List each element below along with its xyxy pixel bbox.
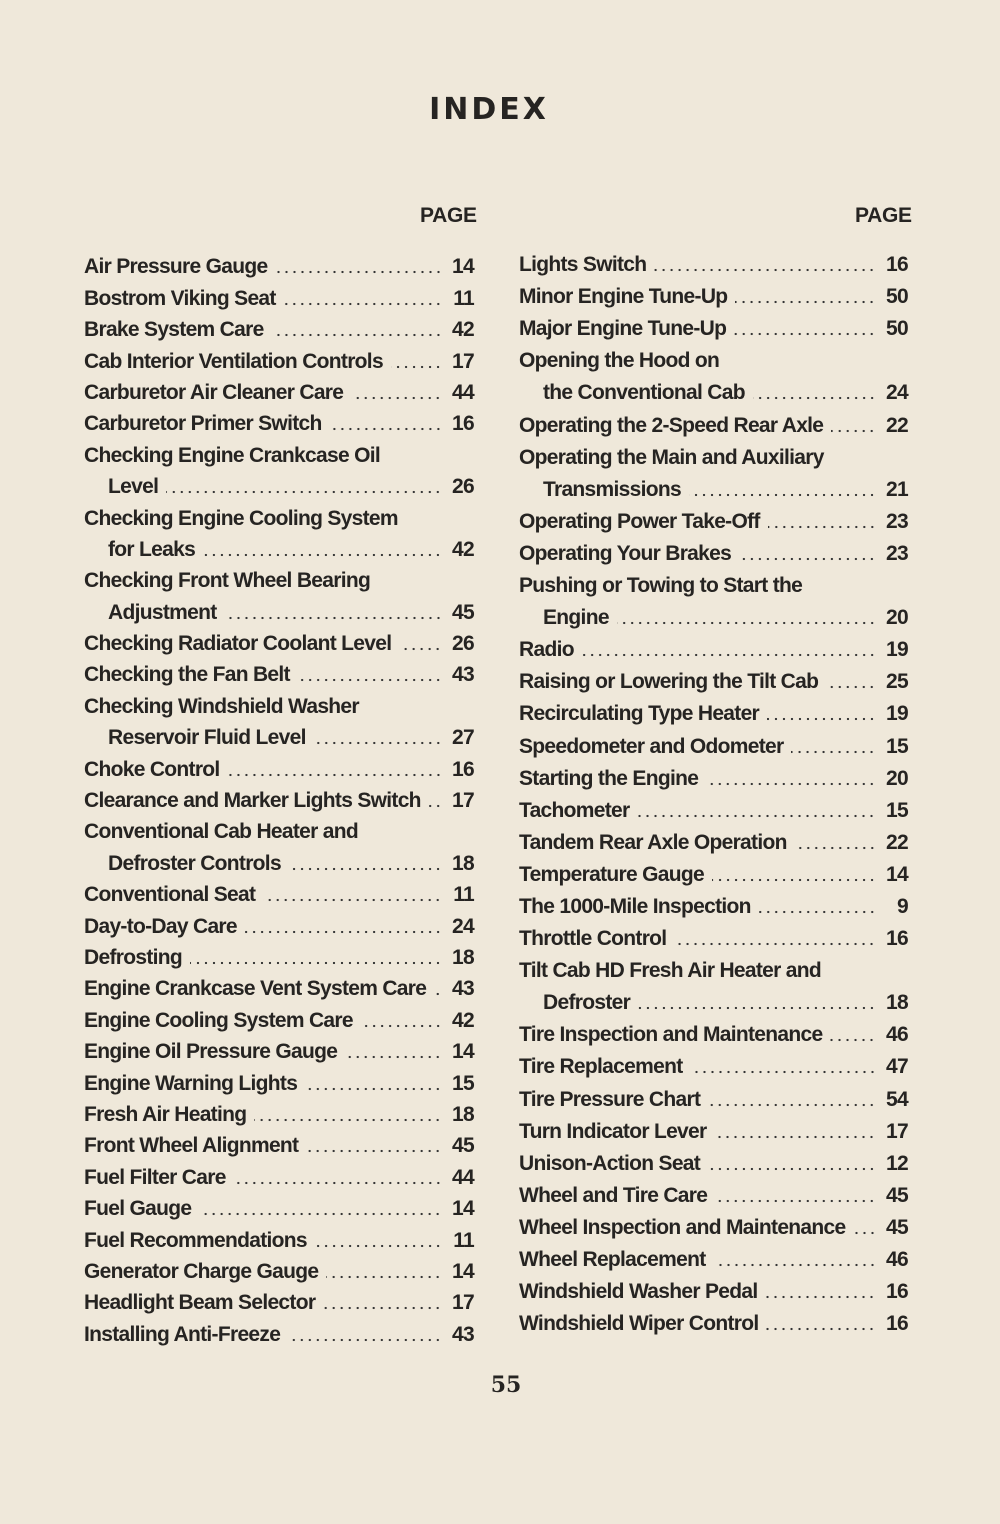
dot-leader — [765, 1295, 876, 1299]
index-entry-text: Checking Windshield Washer — [84, 694, 359, 718]
index-entry-text: Opening the Hood on — [519, 349, 720, 373]
dot-leader — [759, 910, 876, 914]
index-entry-text: Air Pressure Gauge — [84, 255, 268, 279]
index-entry-text: Bostrom Viking Seat — [84, 286, 276, 310]
index-entry-page: 43 — [452, 1322, 474, 1346]
index-entry — [84, 1158, 474, 1189]
index-entry — [519, 759, 908, 791]
index-entry-text: Brake System Care — [84, 318, 264, 342]
dot-leader — [391, 365, 442, 369]
index-entry-text: Adjustment — [108, 600, 217, 624]
index-entry-text: Throttle Control — [519, 927, 667, 951]
index-entry — [84, 1064, 474, 1095]
index-entry — [519, 694, 908, 726]
dot-leader — [228, 773, 442, 777]
index-entry-text: Turn Indicator Lever — [519, 1119, 707, 1143]
index-entry-text: Defroster — [543, 991, 631, 1015]
index-entry-text: Choke Control — [84, 757, 220, 781]
index-entry-page: 43 — [452, 977, 474, 1001]
index-entry — [519, 1079, 908, 1111]
dot-leader — [272, 333, 442, 337]
index-entry-page: 14 — [886, 862, 908, 886]
page-number: 55 — [490, 1372, 522, 1398]
index-entry-page: 16 — [886, 253, 908, 277]
index-entry-page: 16 — [452, 757, 474, 781]
dot-leader — [289, 867, 442, 871]
dot-leader — [739, 557, 876, 561]
index-entry-page: 42 — [452, 318, 474, 342]
index-column-left — [84, 248, 474, 1347]
index-entry — [519, 534, 908, 566]
dot-leader — [617, 621, 876, 625]
index-entry — [519, 341, 908, 405]
index-entry-text: Raising or Lowering the Tilt Cab — [519, 670, 819, 694]
index-entry — [519, 438, 908, 502]
dot-leader — [766, 1327, 876, 1331]
index-entry-page: 46 — [886, 1023, 908, 1047]
index-entry-text: Checking Radiator Coolant Level — [84, 632, 392, 656]
index-entry-text: Temperature Gauge — [519, 862, 704, 886]
index-entry-page: 18 — [452, 945, 474, 969]
dot-leader — [708, 1167, 876, 1171]
index-entry — [84, 1315, 474, 1346]
dot-leader — [323, 1306, 442, 1310]
index-entry-page: 17 — [452, 789, 474, 813]
index-entry-page: 20 — [886, 606, 908, 630]
index-entry-page: 24 — [886, 381, 908, 405]
index-entry-text: Starting the Engine — [519, 766, 699, 790]
index-entry — [84, 1001, 474, 1032]
index-entry-text: Engine Crankcase Vent System Care — [84, 977, 427, 1001]
dot-leader — [689, 493, 876, 497]
dot-leader — [203, 553, 442, 557]
index-entry-text: Headlight Beam Selector — [84, 1291, 316, 1315]
index-column-right — [519, 245, 908, 1336]
index-entry — [84, 1127, 474, 1158]
index-entry-page: 21 — [886, 477, 908, 501]
dot-leader — [234, 1181, 442, 1185]
dot-leader — [854, 1231, 877, 1235]
page-title: INDEX — [429, 92, 549, 127]
index-entry — [519, 662, 908, 694]
index-entry-page: 18 — [886, 991, 908, 1015]
index-entry-text: Conventional Cab Heater and — [84, 820, 358, 844]
dot-leader — [434, 992, 442, 996]
index-entry-page: 17 — [452, 349, 474, 373]
dot-leader — [326, 1275, 442, 1279]
index-entry-page: 25 — [886, 670, 908, 694]
index-entry-text: Unison-Action Seat — [519, 1151, 701, 1175]
index-entry-text: Generator Charge Gauge — [84, 1259, 319, 1283]
dot-leader — [245, 930, 442, 934]
dot-leader — [351, 396, 442, 400]
index-entry-text: Operating the 2-Speed Rear Axle — [519, 413, 824, 437]
index-entry-text: Carburetor Air Cleaner Care — [84, 380, 344, 404]
index-entry — [519, 630, 908, 662]
dot-leader — [582, 653, 876, 657]
index-entry-page: 16 — [886, 1312, 908, 1336]
index-entry-page: 14 — [452, 1259, 474, 1283]
index-entry-page: 20 — [886, 766, 908, 790]
index-entry — [84, 1033, 474, 1064]
index-entry-text: Engine — [543, 606, 609, 630]
index-entry — [519, 1176, 908, 1208]
dot-leader — [305, 1087, 442, 1091]
dot-leader — [284, 302, 442, 306]
index-entry-text: Windshield Washer Pedal — [519, 1280, 758, 1304]
dot-leader — [315, 1244, 442, 1248]
dot-leader — [735, 300, 876, 304]
index-entry-text: Pushing or Towing to Start the — [519, 574, 803, 598]
index-entry — [519, 1304, 908, 1336]
index-entry — [519, 919, 908, 951]
index-entry-text: Radio — [519, 638, 574, 662]
index-entry-page: 44 — [452, 1165, 474, 1189]
index-entry-page: 24 — [452, 914, 474, 938]
index-entry — [84, 342, 474, 373]
index-entry-text: Operating the Main and Auxiliary — [519, 445, 824, 469]
dot-leader — [314, 741, 442, 745]
dot-leader — [306, 1149, 442, 1153]
index-entry-page: 14 — [452, 255, 474, 279]
index-entry — [84, 1284, 474, 1315]
index-entry — [519, 502, 908, 534]
index-entry-text: Level — [108, 475, 159, 499]
index-entry-page: 16 — [886, 927, 908, 951]
index-entry-text: The 1000-Mile Inspection — [519, 894, 751, 918]
index-entry — [519, 277, 908, 309]
index-entry-page: 22 — [886, 413, 908, 437]
index-entry-page: 26 — [452, 632, 474, 656]
index-entry-page: 45 — [886, 1183, 908, 1207]
index-entry — [84, 625, 474, 656]
index-entry — [519, 566, 908, 630]
index-entry-text: Tachometer — [519, 798, 630, 822]
index-entry — [84, 248, 474, 279]
index-entry-page: 19 — [886, 638, 908, 662]
index-entry — [84, 499, 474, 562]
index-entry-text: Recirculating Type Heater — [519, 702, 760, 726]
index-entry-page: 50 — [886, 317, 908, 341]
index-entry — [519, 1047, 908, 1079]
index-entry-text: Defrosting — [84, 945, 183, 969]
index-entry-page: 15 — [886, 798, 908, 822]
index-entry — [519, 791, 908, 823]
index-entry — [84, 1253, 474, 1284]
index-entry-text: Operating Your Brakes — [519, 541, 732, 565]
index-entry-page: 42 — [452, 1008, 474, 1032]
index-entry-page: 22 — [886, 830, 908, 854]
index-entry-page: 18 — [452, 851, 474, 875]
dot-leader — [166, 490, 442, 494]
index-entry-page: 50 — [886, 285, 908, 309]
dot-leader — [714, 1263, 877, 1267]
dot-leader — [826, 685, 876, 689]
index-entry-text: Tilt Cab HD Fresh Air Heater and — [519, 959, 822, 983]
index-entry-text: Wheel Inspection and Maintenance — [519, 1215, 846, 1239]
dot-leader — [830, 1038, 876, 1042]
index-entry-text: Checking Engine Crankcase Oil — [84, 443, 380, 467]
index-entry-page: 18 — [452, 1102, 474, 1126]
dot-leader — [276, 270, 443, 274]
index-entry — [84, 311, 474, 342]
index-entry-page: 23 — [886, 541, 908, 565]
index-entry-page: 43 — [452, 663, 474, 687]
index-entry — [519, 1208, 908, 1240]
index-entry-page: 16 — [886, 1280, 908, 1304]
index-entry-page: 15 — [452, 1071, 474, 1095]
index-entry-page: 11 — [453, 883, 474, 907]
index-entry — [84, 1096, 474, 1127]
index-entry — [84, 939, 474, 970]
index-entry-text: Lights Switch — [519, 253, 647, 277]
index-entry-text: the Conventional Cab — [543, 381, 745, 405]
index-entry-page: 45 — [886, 1215, 908, 1239]
index-entry-text: Major Engine Tune-Up — [519, 317, 727, 341]
dot-leader — [345, 1055, 442, 1059]
index-entry-page: 54 — [886, 1087, 908, 1111]
dot-leader — [654, 268, 876, 272]
index-entry — [84, 813, 474, 876]
index-entry-page: 19 — [886, 702, 908, 726]
index-entry — [84, 1221, 474, 1252]
index-entry-text: Wheel Replacement — [519, 1248, 706, 1271]
index-entry — [84, 374, 474, 405]
dot-leader — [706, 782, 876, 786]
dot-leader — [254, 1118, 442, 1122]
index-entry — [519, 823, 908, 855]
index-entry-text: Tire Inspection and Maintenance — [519, 1023, 823, 1047]
index-entry-text: Checking the Fan Belt — [84, 663, 290, 687]
index-entry — [519, 1112, 908, 1144]
dot-leader — [768, 525, 876, 529]
index-entry-page: 11 — [453, 286, 474, 310]
index-entry — [519, 1240, 908, 1272]
index-entry-text: Checking Engine Cooling System — [84, 506, 398, 530]
index-entry — [519, 245, 908, 277]
index-entry-text: Clearance and Marker Lights Switch — [84, 789, 421, 813]
page-column-header-left: PAGE — [420, 204, 477, 227]
index-entry-text: Cab Interior Ventilation Controls — [84, 349, 383, 373]
index-entry — [519, 405, 908, 437]
index-entry-page: 44 — [452, 380, 474, 404]
dot-leader — [288, 1338, 442, 1342]
index-entry — [84, 876, 474, 907]
dot-leader — [691, 1070, 877, 1074]
index-entry-text: Tandem Rear Axle Operation — [519, 830, 787, 854]
index-entry — [84, 656, 474, 687]
index-entry — [84, 782, 474, 813]
index-entry-text: Fuel Filter Care — [84, 1165, 226, 1189]
index-entry-page: 27 — [452, 726, 474, 750]
index-entry-text: Defroster Controls — [108, 851, 281, 875]
dot-leader — [708, 1103, 876, 1107]
index-entry — [84, 970, 474, 1001]
dot-leader — [734, 332, 876, 336]
dot-leader — [712, 878, 876, 882]
dot-leader — [795, 846, 876, 850]
index-entry-text: Day-to-Day Care — [84, 914, 237, 938]
index-entry-page: 9 — [897, 894, 908, 918]
index-entry-page: 12 — [886, 1151, 908, 1175]
dot-leader — [638, 1006, 876, 1010]
dot-leader — [330, 427, 442, 431]
index-entry — [519, 951, 908, 1015]
index-entry-page: 14 — [452, 1040, 474, 1064]
index-entry-page: 46 — [886, 1248, 908, 1271]
page-column-header-right: PAGE — [855, 204, 912, 227]
dot-leader — [714, 1135, 876, 1139]
index-entry-page: 11 — [453, 1228, 474, 1252]
index-entry-text: Tire Replacement — [519, 1055, 683, 1079]
index-entry — [84, 436, 474, 499]
dot-leader — [399, 647, 442, 651]
index-entry — [84, 907, 474, 938]
index-entry-page: 14 — [452, 1197, 474, 1221]
index-entry-text: Tire Pressure Chart — [519, 1087, 701, 1111]
dot-leader — [225, 616, 442, 620]
index-entry — [84, 687, 474, 750]
index-entry-page: 16 — [452, 412, 474, 436]
index-entry-text: Transmissions — [543, 477, 681, 501]
index-entry-text: Engine Warning Lights — [84, 1071, 298, 1095]
index-entry-text: Front Wheel Alignment — [84, 1134, 299, 1158]
index-entry — [84, 279, 474, 310]
index-entry-text: Windshield Wiper Control — [519, 1312, 759, 1336]
dot-leader — [429, 804, 442, 808]
index-entry — [519, 1272, 908, 1304]
index-entry-page: 45 — [452, 600, 474, 624]
dot-leader — [831, 429, 876, 433]
index-entry-text: Fresh Air Heating — [84, 1102, 247, 1126]
index-entry-page: 15 — [886, 734, 908, 758]
dot-leader — [674, 942, 876, 946]
dot-leader — [791, 750, 876, 754]
dot-leader — [637, 814, 876, 818]
index-entry-text: Minor Engine Tune-Up — [519, 285, 728, 309]
index-entry-text: Carburetor Primer Switch — [84, 412, 322, 436]
index-entry — [519, 1144, 908, 1176]
index-entry-page: 47 — [886, 1055, 908, 1079]
index-entry — [84, 405, 474, 436]
index-entry-page: 17 — [452, 1291, 474, 1315]
index-entry-text: Speedometer and Odometer — [519, 734, 784, 758]
index-entry-text: Wheel and Tire Care — [519, 1183, 708, 1207]
index-entry-text: Reservoir Fluid Level — [108, 726, 306, 750]
index-entry — [84, 562, 474, 625]
index-entry — [84, 1190, 474, 1221]
dot-leader — [361, 1024, 442, 1028]
index-entry-text: Conventional Seat — [84, 883, 256, 907]
dot-leader — [767, 717, 876, 721]
index-entry — [519, 309, 908, 341]
index-entry-text: Fuel Recommendations — [84, 1228, 307, 1252]
index-entry-text: Installing Anti-Freeze — [84, 1322, 281, 1346]
index-entry-text: Fuel Gauge — [84, 1197, 192, 1221]
index-entry — [519, 887, 908, 919]
index-entry — [519, 726, 908, 758]
dot-leader — [190, 961, 442, 965]
dot-leader — [298, 678, 442, 682]
index-entry-text: Engine Cooling System Care — [84, 1008, 353, 1032]
dot-leader — [753, 396, 876, 400]
index-entry-page: 17 — [886, 1119, 908, 1143]
index-entry-page: 45 — [452, 1134, 474, 1158]
index-entry-text: Checking Front Wheel Bearing — [84, 569, 371, 593]
index-entry-text: for Leaks — [108, 537, 196, 561]
index-entry-text: Engine Oil Pressure Gauge — [84, 1040, 338, 1064]
index-entry — [84, 750, 474, 781]
index-entry — [519, 1015, 908, 1047]
index-entry — [519, 855, 908, 887]
index-entry-page: 23 — [886, 509, 908, 533]
index-entry-page: 42 — [452, 537, 474, 561]
dot-leader — [263, 898, 442, 902]
dot-leader — [199, 1212, 442, 1216]
index-entry-page: 26 — [452, 475, 474, 499]
index-entry-text: Operating Power Take-Off — [519, 509, 760, 533]
dot-leader — [715, 1199, 876, 1203]
